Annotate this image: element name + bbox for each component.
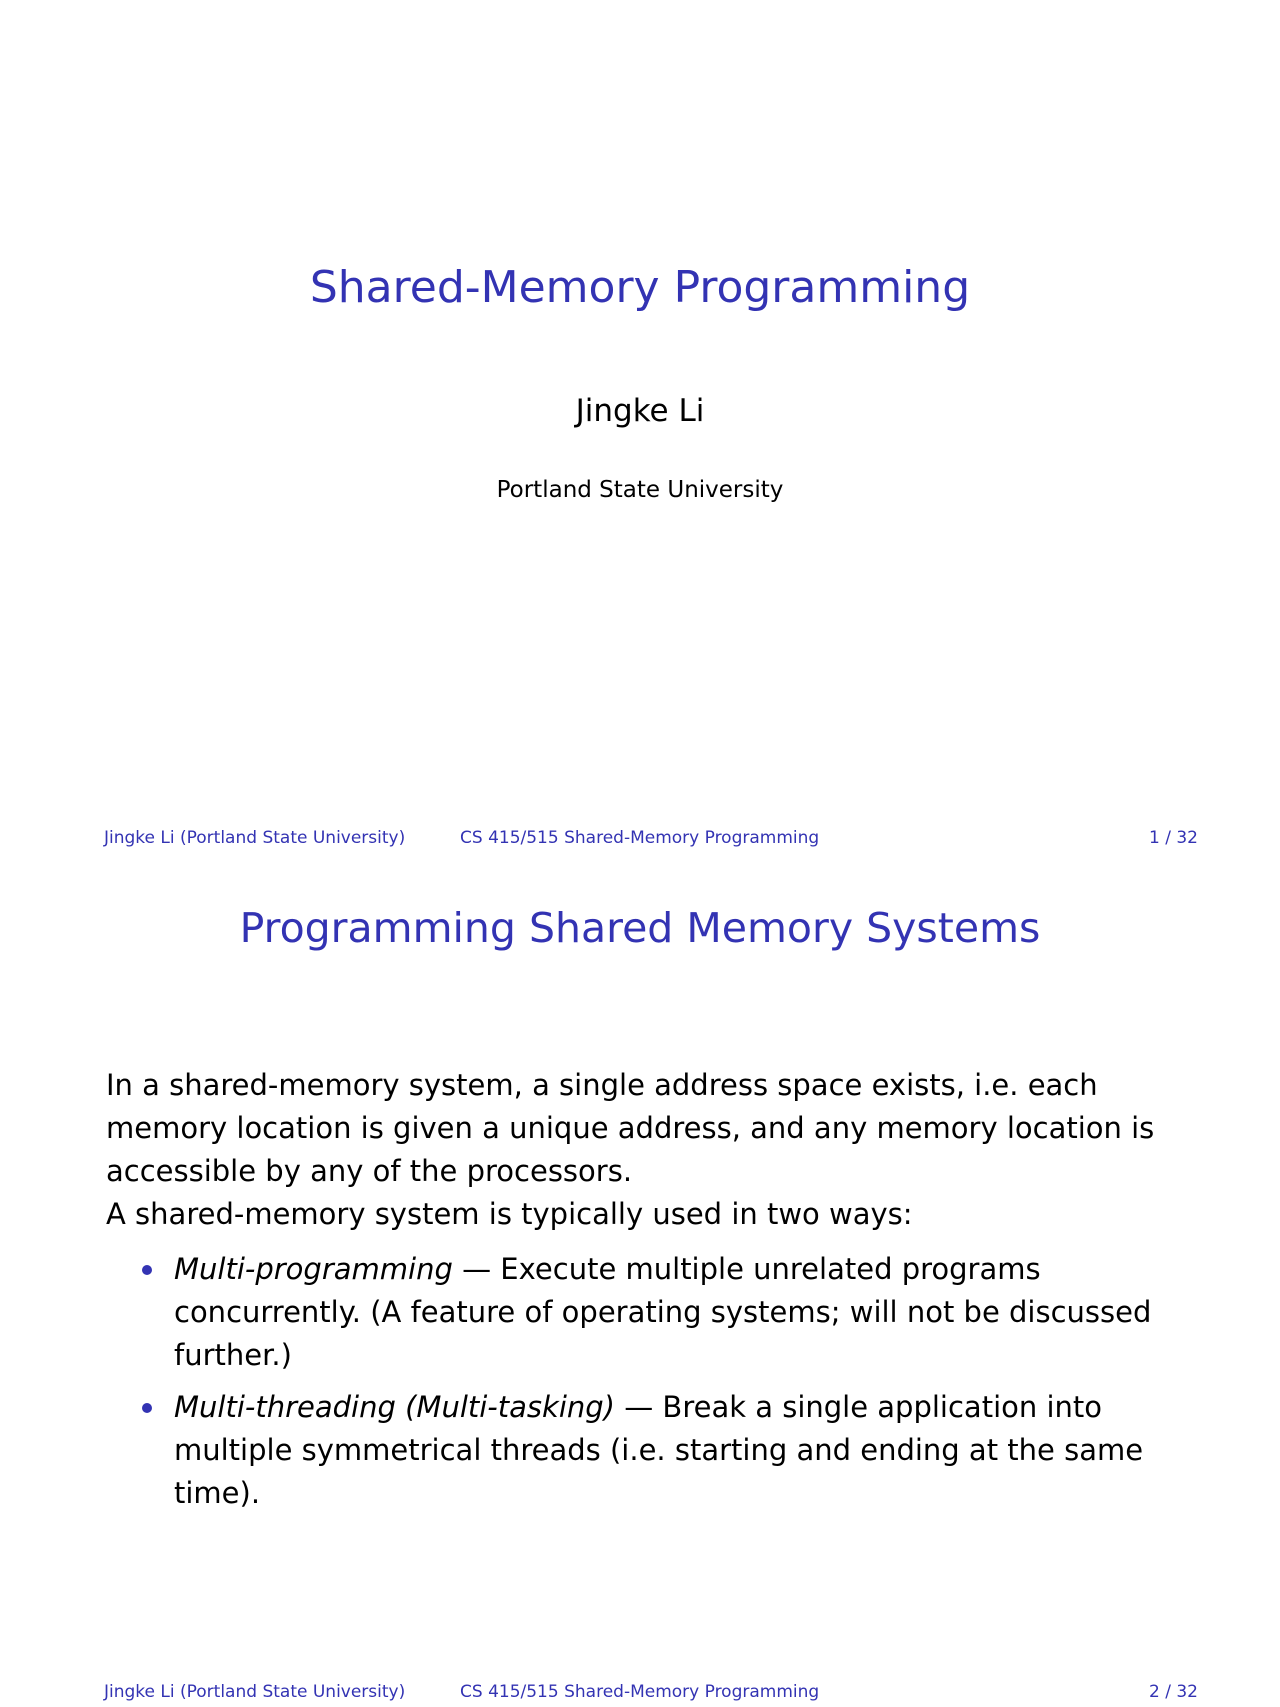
footer-page-number: 1 / 32 [1149,828,1198,848]
institute-name: Portland State University [496,477,784,503]
slide-footer [104,1682,1198,1706]
usage-bullet-list [106,1248,1186,1524]
footer-course: CS 415/515 Shared-Memory Programming [460,1682,820,1702]
list-item [106,1386,1186,1515]
footer-author: Jingke Li (Portland State University) [104,1682,406,1702]
bullet-icon [142,1265,152,1275]
bullet-term: Multi-programming [174,1252,453,1286]
footer-author: Jingke Li (Portland State University) [104,828,406,848]
bullet-text: — Break a single application into multiple symmetrical threads (i.e. starting and ending at the same time). [174,1390,1144,1510]
bullet-term: Multi-threading (Multi-tasking) [174,1390,615,1424]
author-name: Jingke Li [575,393,705,429]
paragraph-usage-intro: A shared-memory system is typically used in two ways: [106,1197,913,1231]
slide-2 [0,854,1280,1707]
frame-title: Programming Shared Memory Systems [239,904,1041,952]
presentation-title: Shared-Memory Programming [309,262,971,313]
footer-page-number: 2 / 32 [1149,1682,1198,1702]
footer-course: CS 415/515 Shared-Memory Programming [460,828,820,848]
slide-footer [104,828,1198,852]
bullet-text: — Execute multiple unrelated programs concurrently. (A feature of operating systems; will not be discussed further.) [174,1252,1152,1372]
paragraph-address-space: In a shared-memory system, a single address space exists, i.e. each memory location is given a unique address, and any memory location is accessible by any of the processors. [106,1068,1155,1188]
bullet-icon [142,1403,152,1413]
list-item [106,1248,1186,1377]
